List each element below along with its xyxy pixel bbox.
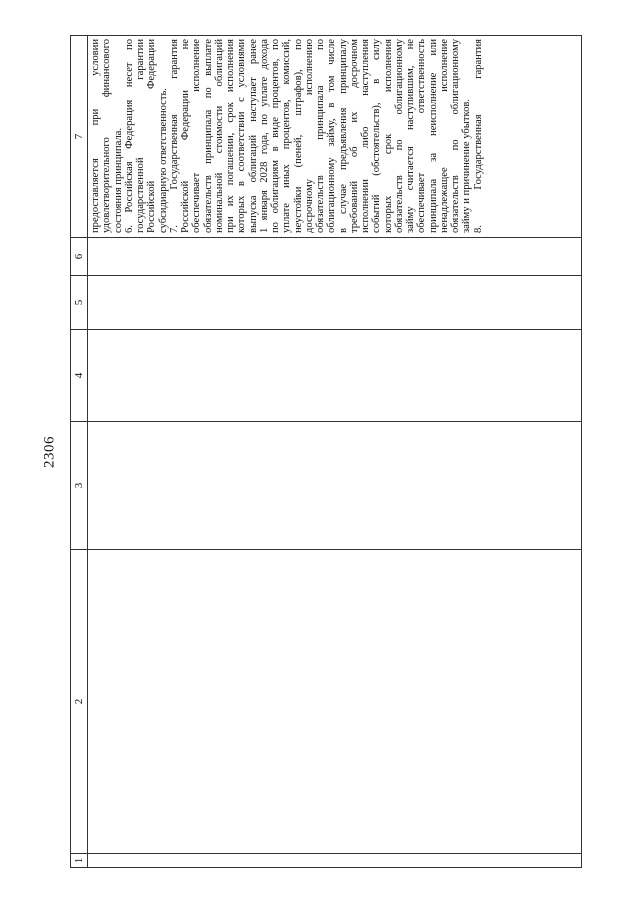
column-header-6: 6 <box>71 238 88 276</box>
table-row <box>88 36 582 868</box>
text-line: облигационному займу, в том числе <box>326 39 338 233</box>
text-line: обеспечивает ответственность <box>416 39 428 233</box>
text-line: обязательств по облигационному <box>450 39 461 233</box>
text-line: при их погашении, срок исполнения <box>225 39 236 233</box>
column-header-7: 7 <box>71 36 88 238</box>
text-line: неустойки (пеней, штрафов), по <box>292 39 304 233</box>
cell-col-2 <box>88 550 582 854</box>
text-line: событий (обстоятельств), в силу <box>371 39 383 233</box>
text-line: номинальной стоимости облигаций <box>213 39 225 233</box>
header-row <box>71 36 88 868</box>
text-line: принципала за неисполнение или <box>427 39 439 233</box>
text-line: обеспечивает исполнение <box>191 39 203 233</box>
text-line: выпуска облигаций наступает ранее <box>247 39 259 233</box>
text-line: по облигациям в виде процентов, по <box>270 39 281 233</box>
cell-col-5 <box>88 276 582 330</box>
text-line: Российской Федерации не <box>180 39 191 233</box>
text-line: уплате иных процентов, комиссий, <box>281 39 293 233</box>
text-line: 6. Российская Федерация несет по <box>123 39 135 233</box>
column-header-2: 2 <box>71 550 88 854</box>
text-line: государственной гарантии <box>135 39 146 233</box>
text-line: в случае предъявления принципалу <box>337 39 349 233</box>
column-header-5: 5 <box>71 276 88 330</box>
text-line: обязательств принципала по выплате <box>202 39 214 233</box>
rotated-table-container <box>70 36 582 868</box>
text-line: состояния принципала. <box>112 127 124 233</box>
text-line: которых срок исполнения <box>382 39 394 233</box>
text-line: 7. Государственная гарантия <box>168 39 180 233</box>
cell-col-3 <box>88 422 582 550</box>
guarantee-table <box>70 35 582 868</box>
page-number: 2306 <box>41 436 58 468</box>
cell-col-1 <box>88 854 582 868</box>
text-line: субсидиарную ответственность. <box>157 88 169 233</box>
text-line: которых в соответствии с условиями <box>236 39 248 233</box>
text-line: 1 января 2028 года, по уплате дохода <box>258 39 270 233</box>
text-line: требований об их досрочном <box>348 39 360 233</box>
text-line: исполнении либо наступления <box>360 39 371 233</box>
column-header-1: 1 <box>71 854 88 868</box>
cell-col-6 <box>88 238 582 276</box>
text-line: 8. Государственная гарантия <box>472 39 484 233</box>
column-header-3: 3 <box>71 422 88 550</box>
text-line: займу считается наступившим, не <box>405 39 416 233</box>
cell-col-7 <box>88 36 582 238</box>
text-line: удовлетворительного финансового <box>101 39 113 233</box>
cell-col-4 <box>88 330 582 422</box>
text-line: обязательств по облигационному <box>393 39 405 233</box>
guarantee-conditions-text <box>88 36 484 237</box>
text-line: ненадлежащее исполнение <box>438 39 450 233</box>
text-line: займу и причинение убытков. <box>461 98 473 233</box>
text-line: предоставляется при условии <box>90 39 101 233</box>
text-line: обязательств принципала по <box>315 39 326 233</box>
column-header-4: 4 <box>71 330 88 422</box>
text-line: досрочному исполнению <box>303 39 315 233</box>
text-line: Российской Федерации <box>146 39 158 233</box>
